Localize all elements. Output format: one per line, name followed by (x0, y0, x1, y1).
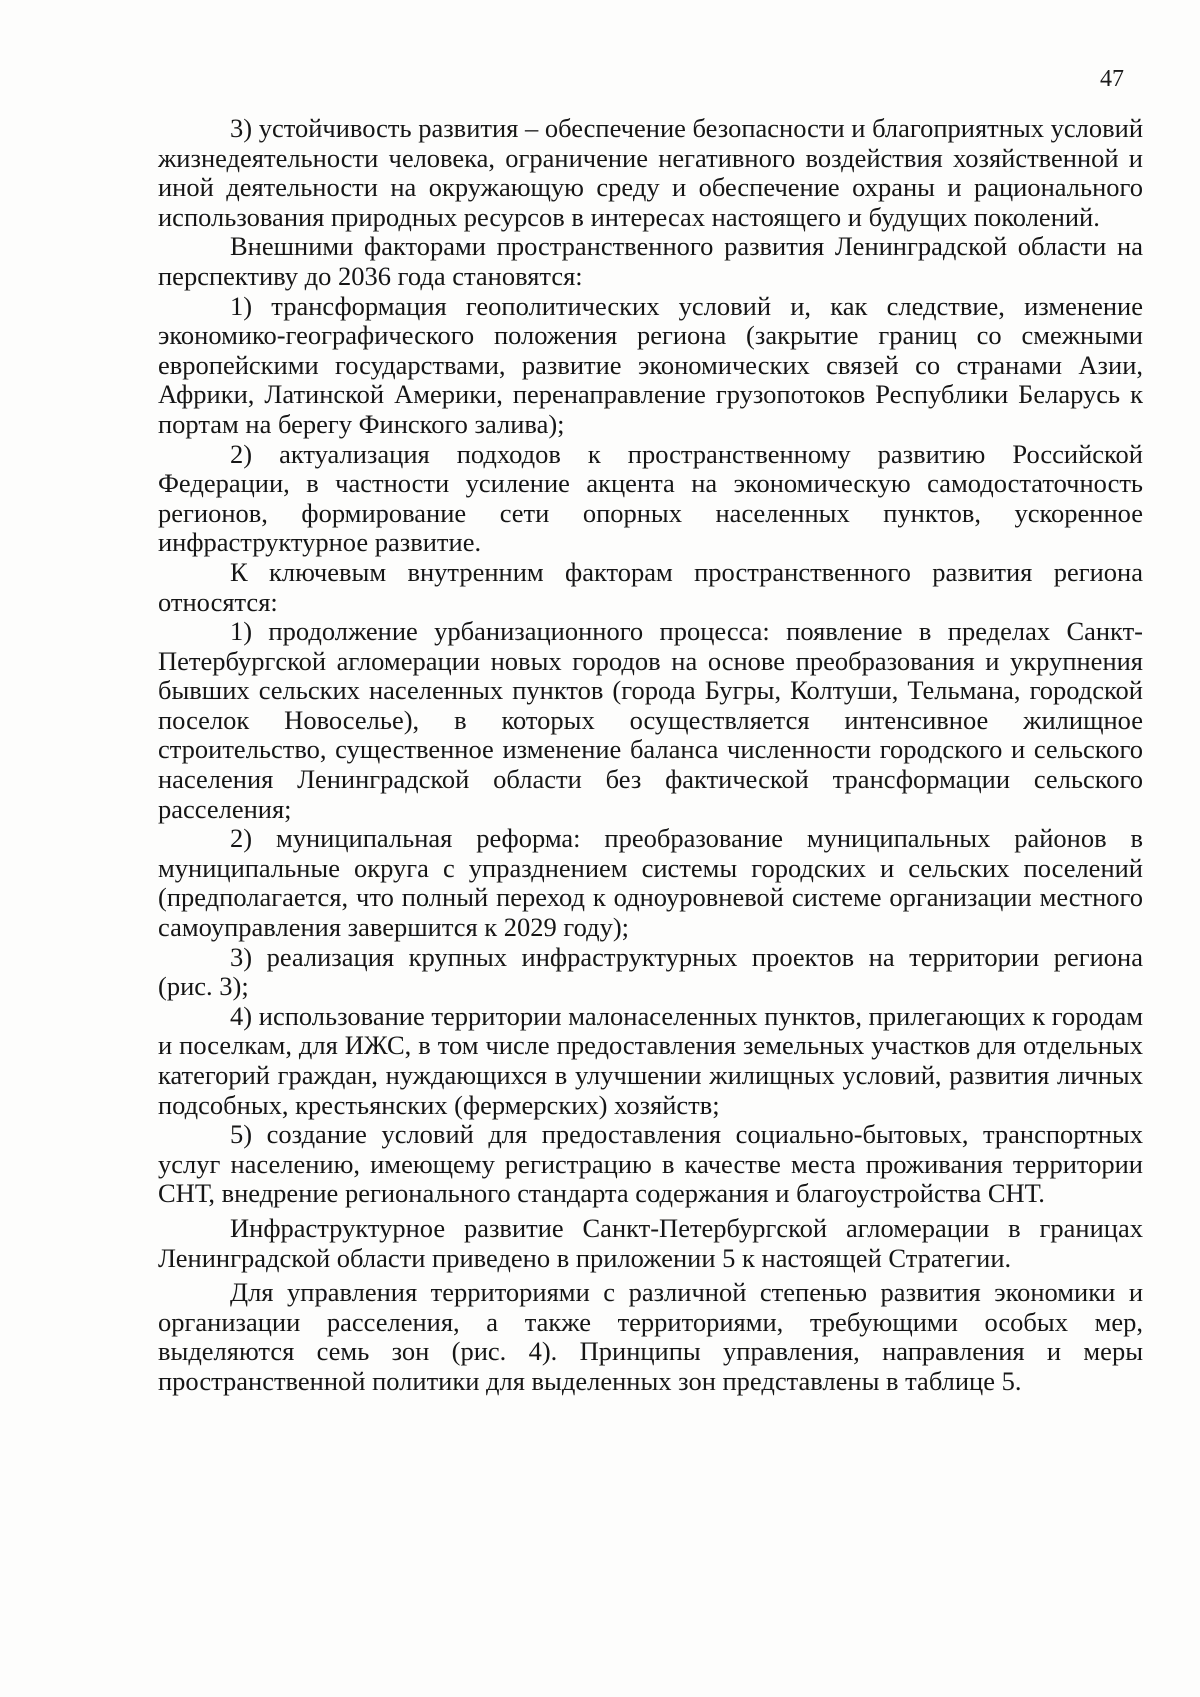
paragraph-external-factor-1: 1) трансформация геополитических условий и, как следствие, изменение экономико-географического положения региона (закрытие границ со смежными европейскими государствами, развитие экономических связей со странами Азии, Африки, Латинской Америки, перенаправление грузопотоков Республики Беларусь к портам на берегу Финского залива); (158, 290, 1143, 439)
document-body (158, 114, 1143, 1397)
page-number: 47 (1100, 66, 1124, 92)
paragraph-internal-factor-5: 5) создание условий для предоставления социально-бытовых, транспортных услуг населению, имеющему регистрацию в качестве места проживания территории СНТ, внедрение регионального стандарта содержания и благоустройства СНТ. (158, 1119, 1143, 1209)
paragraph-internal-factor-4: 4) использование территории малонаселенных пунктов, прилегающих к городам и поселкам, для ИЖС, в том числе предоставления земельных участков для отдельных категорий граждан, нуждающихся в улучшении жилищных условий, развития личных подсобных, крестьянских (фермерских) хозяйств; (158, 1000, 1143, 1120)
paragraph-internal-factor-3: 3) реализация крупных инфраструктурных проектов на территории региона (рис. 3); (158, 941, 1143, 1002)
paragraph-internal-factor-2: 2) муниципальная реформа: преобразование муниципальных районов в муниципальные округа с упразднением системы городских и сельских поселений (предполагается, что полный переход к одноуровневой системе организации местного самоуправления завершится к 2029 году); (158, 823, 1143, 943)
paragraph-internal-factor-1: 1) продолжение урбанизационного процесса: появление в пределах Санкт-Петербургской агломерации новых городов на основе преобразования и укрупнения бывших сельских населенных пунктов (города Бугры, Колтуши, Тельмана, городской поселок Новоселье), в которых осуществляется интенсивное жилищное строительство, существенное изменение баланса численности городского и сельского населения Ленинградской области без фактической трансформации сельского расселения; (158, 616, 1143, 824)
paragraph-internal-factors-intro: К ключевым внутренним факторам пространственного развития региона относятся: (158, 556, 1143, 617)
paragraph-infrastructure: Инфраструктурное развитие Санкт-Петербургской агломерации в границах Ленинградской области приведено в приложении 5 к настоящей Стратегии. (158, 1212, 1143, 1273)
paragraph-external-factor-2: 2) актуализация подходов к пространственному развитию Российской Федерации, в частности усиление акцента на экономическую самодостаточность регионов, формирование сети опорных населенных пунктов, ускоренное инфраструктурное развитие. (158, 438, 1143, 558)
paragraph-external-factors-intro: Внешними факторами пространственного развития Ленинградской области на перспективу до 2036 года становятся: (158, 231, 1143, 291)
paragraph-sustainability: 3) устойчивость развития – обеспечение безопасности и благоприятных условий жизнедеятельности человека, ограничение негативного воздействия хозяйственной и иной деятельности на окружающую среду и обеспечение охраны и рационального использования природных ресурсов в интересах настоящего и будущих поколений. (158, 113, 1143, 232)
paragraph-zones: Для управления территориями с различной степенью развития экономики и организации расселения, а также территориями, требующими особых мер, выделяются семь зон (рис. 4). Принципы управления, направления и меры пространственной политики для выделенных зон представлены в таблице 5. (158, 1277, 1143, 1396)
